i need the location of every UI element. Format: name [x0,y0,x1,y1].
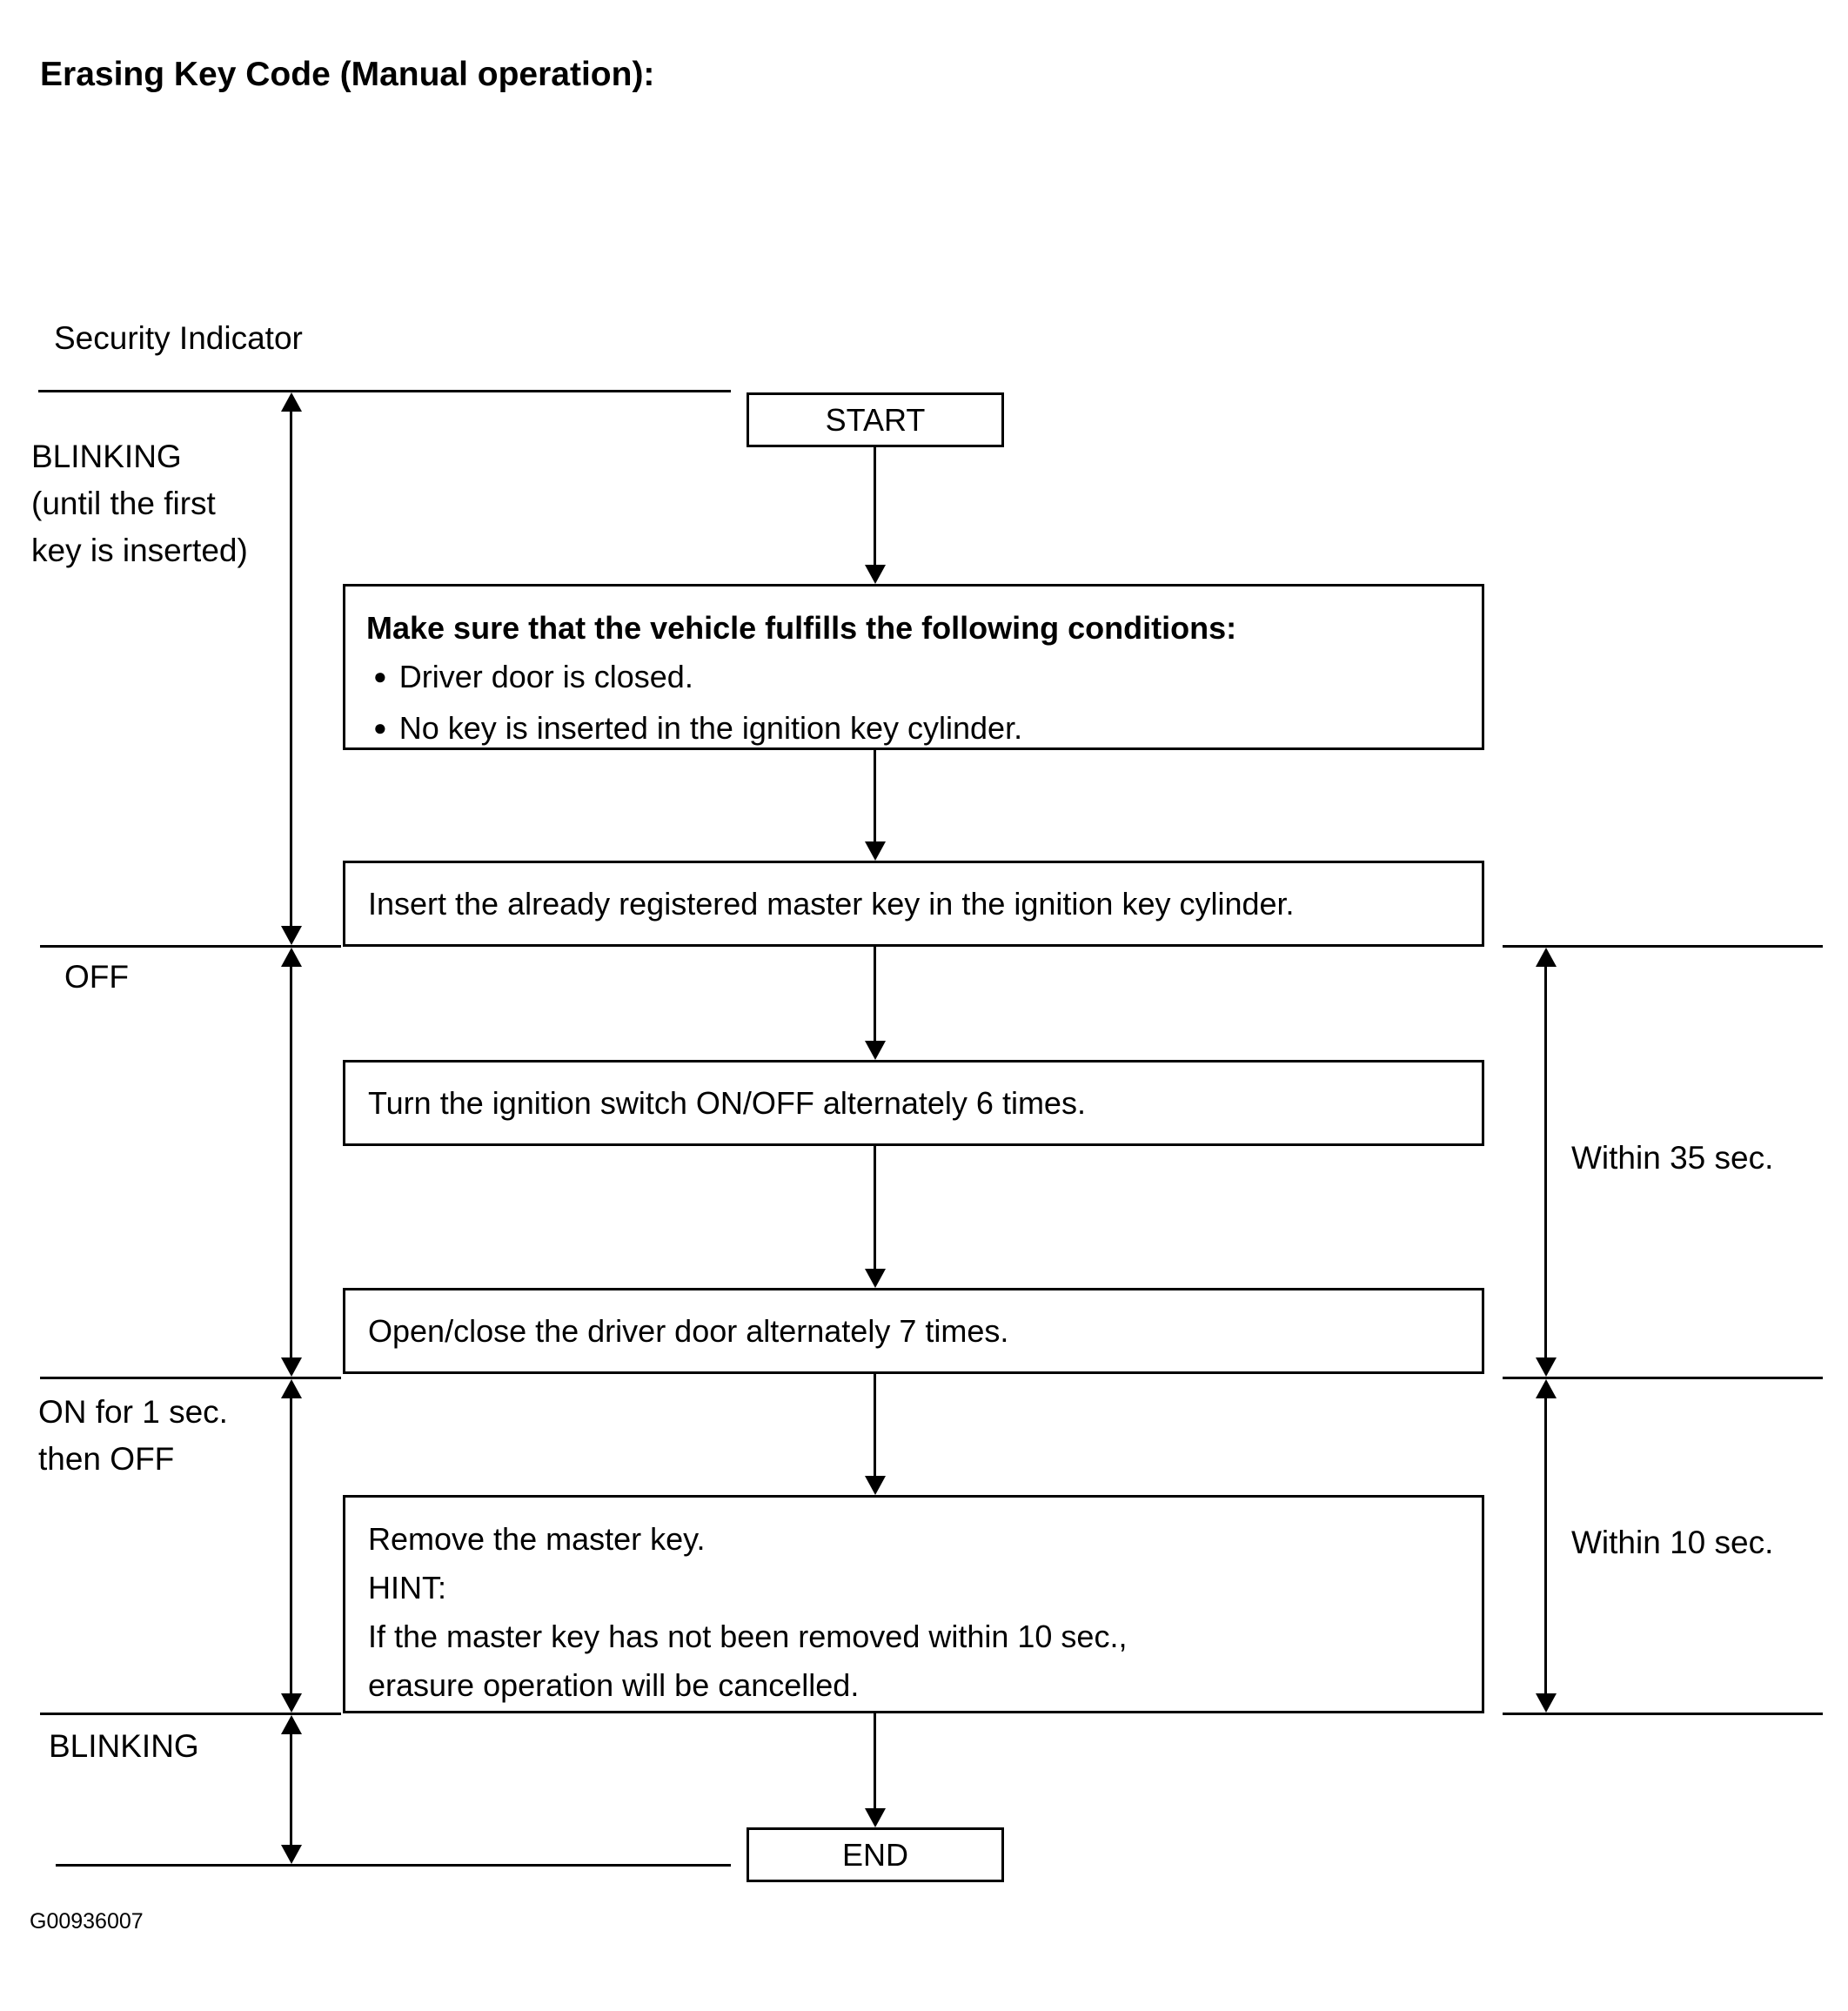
step-door-box [343,1288,1484,1374]
step-conditions-heading: Make sure that the vehicle fulfills the following conditions: [366,610,1237,646]
state-label-line: ON for 1 sec. [38,1394,228,1430]
arrowhead-down-icon [1536,1693,1557,1713]
indicator-segment-line-3 [290,1391,292,1701]
indicator-segment-line-2 [290,960,292,1364]
step-conditions-bullet-2 [366,704,1461,755]
arrowhead-down-icon [281,1357,302,1377]
indicator-top-line [38,390,731,392]
page-title: Erasing Key Code (Manual operation): [40,56,655,93]
step-remove-key-box [343,1495,1484,1713]
indicator-segment-line-1 [290,405,292,932]
step-remove-key-line: HINT: [368,1570,446,1605]
flow-connector-line [874,750,876,844]
timer-10sec-label: Within 10 sec. [1571,1525,1774,1560]
state-label-line: then OFF [38,1441,175,1477]
end-node [747,1827,1004,1882]
step-remove-key-line: erasure operation will be cancelled. [368,1667,860,1703]
state-on-1sec [38,1389,228,1483]
end-label: END [841,1836,908,1873]
arrowhead-down-icon [281,926,302,945]
flow-connector-line [874,1146,876,1270]
bullet-text: Driver door is closed. [398,659,693,694]
arrowhead-down-icon [865,841,886,861]
start-label: START [825,401,926,438]
bullet-text: No key is inserted in the ignition key cylinder. [398,710,1023,746]
state-label-line: BLINKING [31,439,182,474]
step-ignition-text: Turn the ignition switch ON/OFF alternately 6 times. [368,1084,1086,1121]
indicator-bottom-line [56,1864,731,1867]
step-remove-key-line: If the master key has not been removed within 10 sec., [368,1619,1128,1654]
step-insert-key-box [343,861,1484,947]
bullet-icon: ● [373,663,387,689]
state-blinking-end: BLINKING [49,1728,199,1764]
timer-segment-line-2 [1544,1391,1547,1701]
step-conditions-bullet-1 [366,653,1461,704]
security-indicator-label: Security Indicator [54,320,303,356]
arrowhead-down-icon [281,1845,302,1864]
timer-35sec-label: Within 35 sec. [1571,1140,1774,1176]
step-conditions-box [343,584,1484,750]
state-label-line: (until the first [31,486,216,521]
timer-segment-line-1 [1544,960,1547,1364]
arrowhead-down-icon [865,565,886,584]
arrowhead-down-icon [865,1808,886,1827]
arrowhead-down-icon [865,1476,886,1495]
flow-connector-line [874,446,876,568]
step-door-text: Open/close the driver door alternately 7 times. [368,1312,1009,1349]
step-insert-key-text: Insert the already registered master key in the ignition key cylinder. [368,885,1295,922]
figure-id: G00936007 [30,1909,144,1934]
indicator-segment-line-4 [290,1727,292,1849]
state-blinking-first [31,433,248,574]
arrowhead-down-icon [865,1041,886,1060]
timer-divider-line-3 [1503,1713,1823,1715]
state-label-line: key is inserted) [31,533,248,568]
bullet-icon: ● [373,714,387,741]
arrowhead-down-icon [281,1693,302,1713]
arrowhead-down-icon [1536,1357,1557,1377]
step-ignition-box [343,1060,1484,1146]
flow-connector-line [874,947,876,1042]
state-off: OFF [64,959,129,995]
start-node [747,392,1004,447]
flow-connector-line [874,1374,876,1478]
step-remove-key-line: Remove the master key. [368,1521,706,1557]
flow-connector-line [874,1713,876,1811]
arrowhead-down-icon [865,1269,886,1288]
